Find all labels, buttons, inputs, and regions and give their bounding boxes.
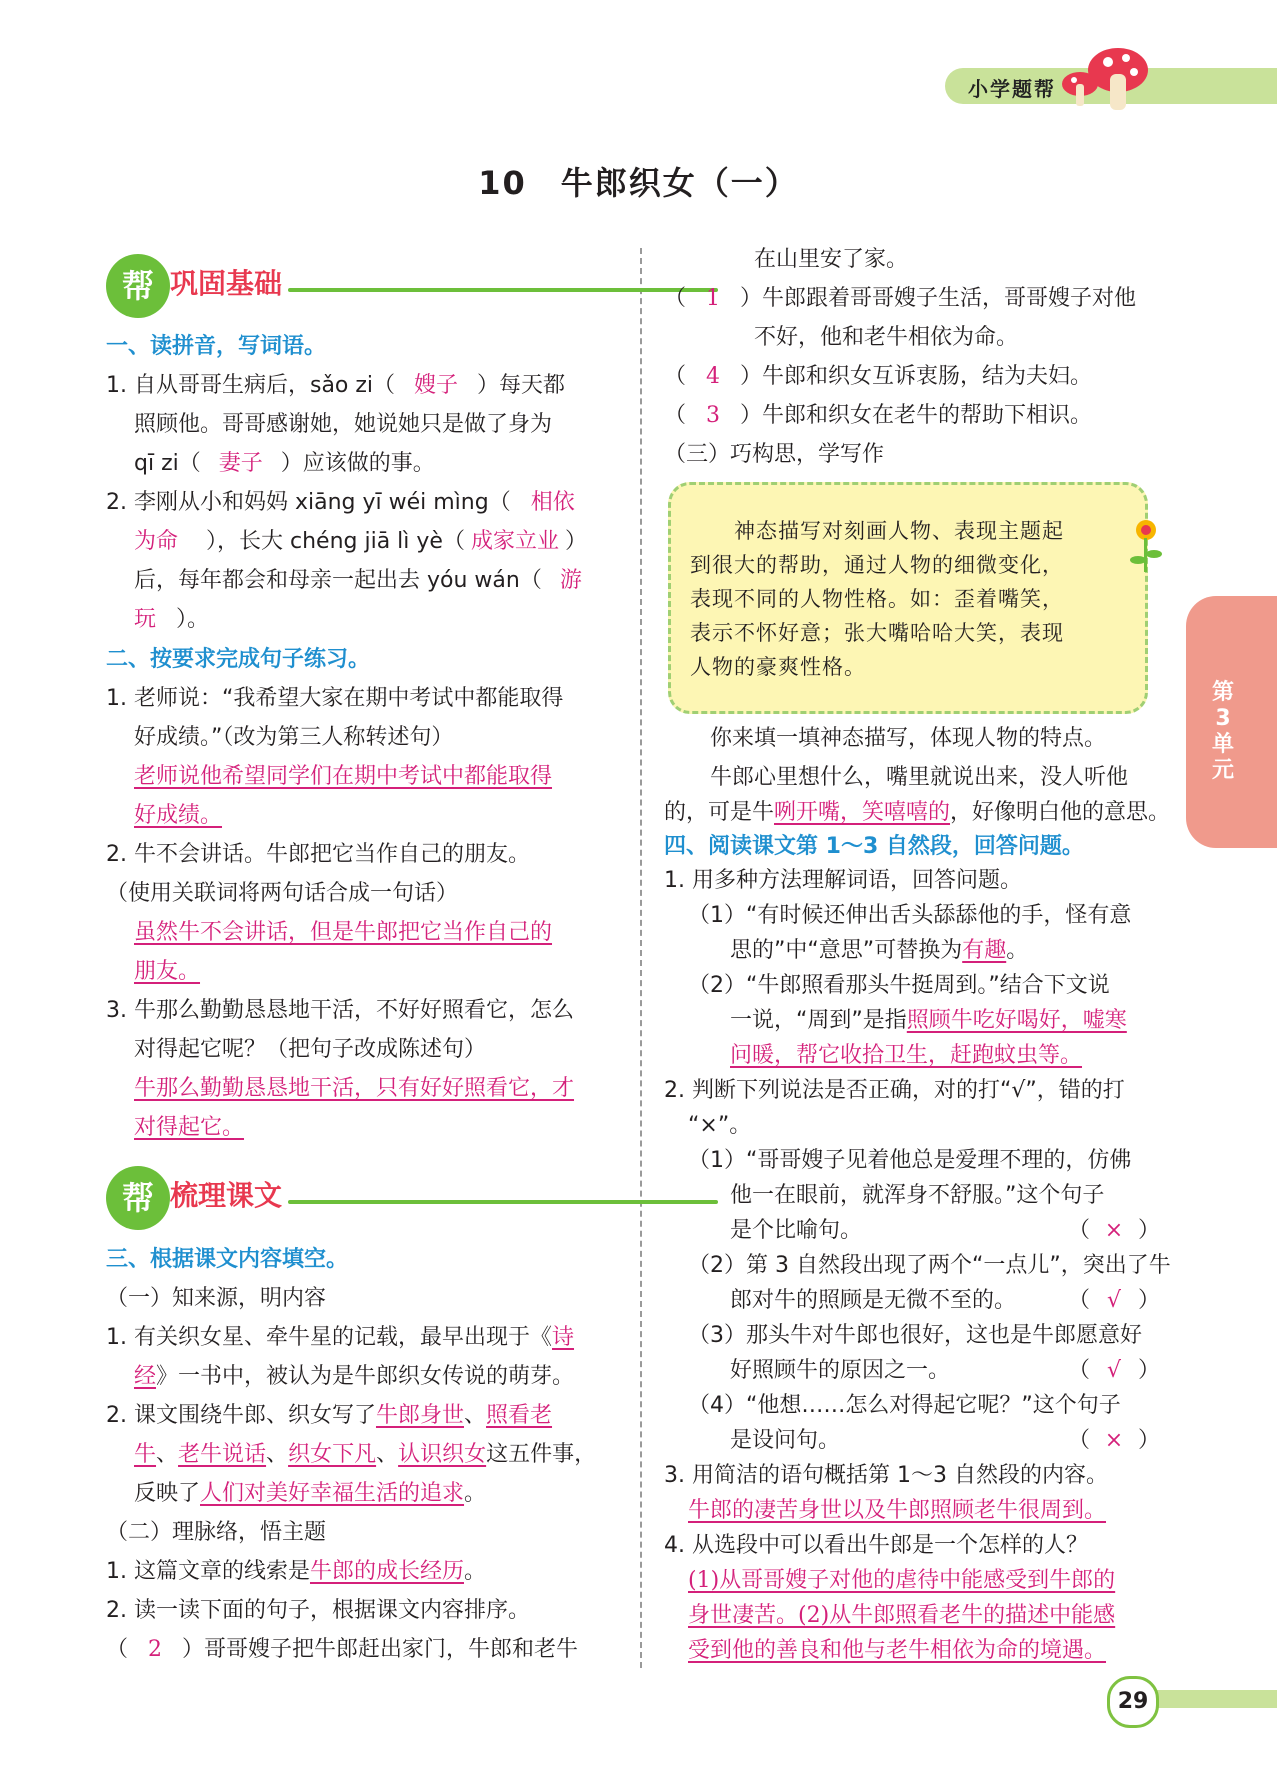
q4-1-2-line-a: （2）“牛郎照看那头牛挺周到。”结合下文说 (688, 973, 1110, 998)
q3-2-line-b: 牛、老牛说话、织女下凡、认识织女这五件事， (134, 1442, 597, 1467)
q3-title: 三、根据课文内容填空。 (106, 1247, 349, 1272)
q3-3-line: 1. 这篇文章的线索是牛郎的成长经历。 (106, 1559, 487, 1584)
q2-2-answer-b: 朋友。 (134, 959, 201, 984)
judge-4-line-b: 是设问句。 (730, 1428, 841, 1453)
brand-label: 小学题帮 (968, 77, 1056, 101)
answer: 相依 (530, 490, 575, 515)
answer: 咧开嘴，笑嘻嘻的 (774, 800, 951, 825)
q1-1-line-a: 1. 自从哥哥生病后，sǎo zi（ 嫂子 ）每天都 (106, 371, 565, 401)
q2-2-answer-a: 虽然牛不会讲话，但是牛郎把它当作自己的 (134, 920, 553, 945)
q4-1-1-line-a: （1）“有时候还伸出舌头舔舔他的手，怪有意 (688, 903, 1132, 928)
q2-2-line-a: 2. 牛不会讲话。牛郎把它当作自己的朋友。 (106, 842, 530, 867)
page-number: 29 (1107, 1676, 1159, 1728)
q2-2-line-b: （使用关联词将两句话合成一句话） (106, 881, 459, 906)
judge-1-line-b: 他一在眼前，就浑身不舒服。”这个句子 (730, 1183, 1105, 1208)
section-title-basics: 巩固基础 (170, 267, 283, 300)
order-item-3: （ 4 ）牛郎和织女互诉衷肠，结为夫妇。 (664, 362, 1092, 392)
q4-4-answer-b: 身世凄苦。(2)从牛郎照看老牛的描述中能感 (688, 1603, 1116, 1628)
answer: 织女下凡 (288, 1442, 377, 1467)
answer: 人们对美好幸福生活的追求 (200, 1481, 465, 1506)
q4-3-answer: 牛郎的凄苦身世以及牛郎照顾老牛很周到。 (688, 1498, 1107, 1523)
q3-2-line-a: 2. 课文围绕牛郎、织女写了牛郎身世、照看老 (106, 1403, 553, 1428)
judge-3-line-a: （3）那头牛对牛郎也很好，这也是牛郎愿意好 (688, 1323, 1142, 1348)
q2-1-line-b: 好成绩。”（改为第三人称转述句） (134, 725, 454, 750)
judge-3-answer: （ √ ） (1068, 1358, 1161, 1383)
judge-1-line-a: （1）“哥哥嫂子见着他总是爱理不理的，仿佛 (688, 1148, 1132, 1173)
answer: 诗 (552, 1325, 575, 1350)
q3-subtitle-2: （二）理脉络，悟主题 (106, 1520, 327, 1545)
q2-3-line-b: 对得起它呢？（把句子改成陈述句） (134, 1037, 487, 1062)
column-divider (640, 248, 642, 1668)
fill-line-c: 的，可是牛咧开嘴，笑嘻嘻的，好像明白他的意思。 (664, 800, 1171, 825)
section-badge: 帮 (106, 254, 170, 318)
answer: 认识织女 (398, 1442, 487, 1467)
q1-1-line-c: qī zi（ 妻子 ）应该做的事。 (134, 449, 435, 479)
section-head-sort (106, 1162, 626, 1232)
q3-subtitle-1: （一）知来源，明内容 (106, 1286, 327, 1311)
order-item-1-cont: 在山里安了家。 (754, 247, 909, 272)
unit-tab-label: 第3单元 (1211, 680, 1234, 783)
q3-1-line-b: 经》一书中，被认为是牛郎织女传说的萌芽。 (134, 1364, 575, 1389)
judge-3-line-b: 好照顾牛的原因之一。 (730, 1358, 951, 1383)
q1-2-line-b: 为命 ），长大 chéng jiā lì yè（ 成家立业 ） (134, 527, 587, 557)
answer: 妻子 (218, 451, 263, 476)
q4-1-line: 1. 用多种方法理解词语，回答问题。 (664, 868, 1022, 893)
q4-2-line-a: 2. 判断下列说法是否正确，对的打“√”，错的打 (664, 1078, 1125, 1103)
q4-4-line: 4. 从选段中可以看出牛郎是一个怎样的人？ (664, 1533, 1088, 1558)
order-item-2-b: 不好，他和老牛相依为命。 (754, 325, 1019, 350)
q3-1-line-a: 1. 有关织女星、牵牛星的记载，最早出现于《诗 (106, 1325, 575, 1350)
q4-3-line: 3. 用简洁的语句概括第 1～3 自然段的内容。 (664, 1463, 1108, 1488)
q3-4-line: 2. 读一读下面的句子，根据课文内容排序。 (106, 1598, 530, 1623)
order-item-4: （ 3 ）牛郎和织女在老牛的帮助下相识。 (664, 401, 1092, 431)
section-head-basics (106, 250, 626, 320)
tip-text: 神态描写对刻画人物、表现主题起 到很大的帮助，通过人物的细微变化， 表现不同的人物性格。如：歪着嘴笑， 表示不怀好意；张大嘴哈哈大笑，表现 人物的豪爽性格。 (690, 519, 1064, 679)
q2-1-answer-a: 老师说他希望同学们在期中考试中都能取得 (134, 764, 553, 789)
answer: 嫂子 (414, 373, 459, 398)
section-badge: 帮 (106, 1166, 170, 1230)
answer: 1 (706, 286, 721, 311)
q4-4-answer-c: 受到他的善良和他与老牛相依为命的境遇。 (688, 1638, 1107, 1663)
answer: 玩 (134, 607, 157, 632)
q1-2-line-a: 2. 李刚从小和妈妈 xiāng yī wéi mìng（ 相依 (106, 488, 575, 518)
answer: 游 (559, 568, 582, 593)
q3-2-line-c: 反映了人们对美好幸福生活的追求。 (134, 1481, 487, 1506)
answer: 4 (706, 364, 721, 389)
q4-1-1-line-b: 思的”中“意思”可替换为有趣。 (730, 938, 1029, 963)
q1-title: 一、读拼音，写词语。 (106, 334, 327, 359)
answer: 照看老 (486, 1403, 553, 1428)
page-title: 10 牛郎织女（一） (478, 164, 799, 202)
fill-line-b: 牛郎心里想什么，嘴里就说出来，没人听他 (710, 765, 1129, 790)
mushroom-icon (1058, 44, 1154, 114)
q4-1-2-line-b: 一说，“周到”是指照顾牛吃好喝好，嘘寒 (730, 1008, 1127, 1033)
section-title-sort: 梳理课文 (170, 1179, 283, 1212)
q2-title: 二、按要求完成句子练习。 (106, 647, 371, 672)
q2-3-answer-a: 牛那么勤勤恳恳地干活，只有好好照看它，才 (134, 1076, 575, 1101)
q1-1-line-b: 照顾他。哥哥感谢她，她说她只是做了身为 (134, 412, 553, 437)
judge-1-answer: （ × ） (1068, 1218, 1161, 1243)
answer: 牛郎的成长经历 (309, 1559, 464, 1584)
order-item-1: （ 2 ）哥哥嫂子把牛郎赶出家门，牛郎和老牛 (106, 1635, 578, 1665)
footer-bar (1140, 1690, 1277, 1708)
order-item-2-a: （ 1 ）牛郎跟着哥哥嫂子生活，哥哥嫂子对他 (664, 284, 1136, 314)
answer: 为命 (134, 529, 179, 554)
answer: 老牛说话 (178, 1442, 267, 1467)
q2-1-answer-b: 好成绩。 (134, 803, 223, 828)
answer: 牛郎身世 (375, 1403, 464, 1428)
q1-2-line-c: 后，每年都会和母亲一起出去 yóu wán（ 游 (134, 566, 582, 596)
judge-4-answer: （ × ） (1068, 1428, 1161, 1453)
section-rule (288, 288, 718, 292)
judge-2-answer: （ √ ） (1068, 1288, 1161, 1313)
q4-1-2-answer-c: 问暖，帮它收拾卫生，赶跑蚊虫等。 (730, 1043, 1083, 1068)
q2-3-answer-b: 对得起它。 (134, 1115, 245, 1140)
q2-3-line-a: 3. 牛那么勤勤恳恳地干活，不好好照看它，怎么 (106, 998, 574, 1023)
section-rule (288, 1200, 718, 1204)
fill-line-a: 你来填一填神态描写，体现人物的特点。 (710, 726, 1107, 751)
judge-2-line-a: （2）第 3 自然段出现了两个“一点儿”，突出了牛 (688, 1253, 1171, 1278)
q2-1-line-a: 1. 老师说：“我希望大家在期中考试中都能取得 (106, 686, 564, 711)
q1-2-line-d: 玩 ）。 (134, 607, 210, 632)
answer: 成家立业 (470, 529, 559, 554)
answer: 照顾牛吃好喝好，嘘寒 (906, 1008, 1127, 1033)
answer: 牛 (134, 1442, 157, 1467)
answer: 2 (148, 1637, 163, 1662)
judge-2-line-b: 郎对牛的照顾是无微不至的。 (730, 1288, 1017, 1313)
answer: 3 (706, 403, 721, 428)
judge-4-line-a: （4）“他想……怎么对得起它呢？”这个句子 (688, 1393, 1121, 1418)
judge-1-line-c: 是个比喻句。 (730, 1218, 863, 1243)
q4-title: 四、阅读课文第 1～3 自然段，回答问题。 (664, 834, 1084, 859)
answer: 有趣 (962, 938, 1007, 963)
q4-4-answer-a: (1)从哥哥嫂子对他的虐待中能感受到牛郎的 (688, 1568, 1116, 1593)
answer: 经 (134, 1364, 157, 1389)
q3-subtitle-3: （三）巧构思，学写作 (664, 442, 885, 467)
flower-icon (1126, 516, 1166, 576)
q4-2-line-b: “×”。 (688, 1113, 752, 1138)
